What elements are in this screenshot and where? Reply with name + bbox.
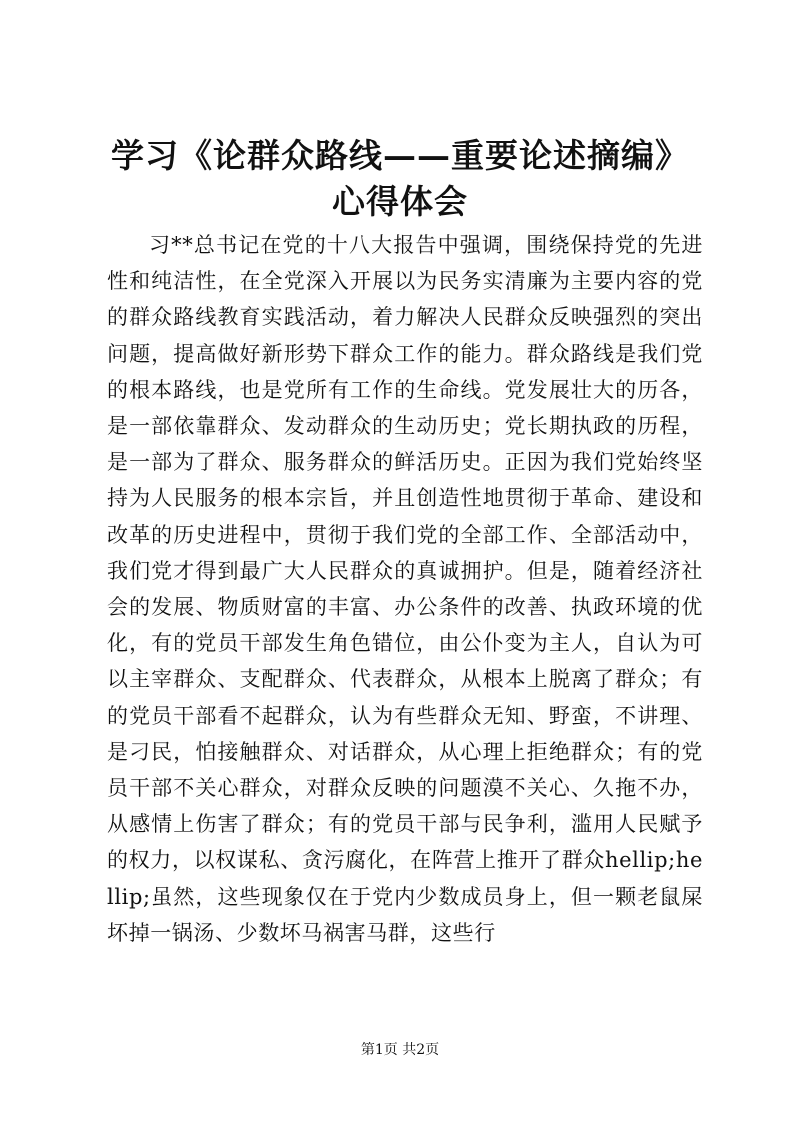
- document-title: 学习《论群众路线——重要论述摘编》心得体会: [111, 136, 689, 221]
- body-paragraph: 习**总书记在党的十八大报告中强调，围绕保持党的先进性和纯洁性，在全党深入开展以为民务实清廉为主要内容的党的群众路线教育实践活动，着力解决人民群众反映强烈的突出问题，提高做好新形势下群众工作的能力。群众路线是我们党的根本路线，也是党所有工作的生命线。党发展壮大的历各，是一部依靠群众、发动群众的生动历史；党长期执政的历程，是一部为了群众、服务群众的鲜活历史。正因为我们党始终坚持为人民服务的根本宗旨，并且创造性地贯彻于革命、建设和改革的历史进程中，贯彻于我们党的全部工作、全部活动中，我们党才得到最广大人民群众的真诚拥护。但是，随着经济社会的发展、物质财富的丰富、办公条件的改善、执政环境的优化，有的党员干部发生角色错位，由公仆变为主人，自认为可以主宰群众、支配群众、代表群众，从根本上脱离了群众；有的党员干部看不起群众，认为有些群众无知、野蛮，不讲理、是刁民，怕接触群众、对话群众，从心理上拒绝群众；有的党员干部不关心群众，对群众反映的问题漠不关心、久拖不办，从感情上伤害了群众；有的党员干部与民争利，滥用人民赋予的权力，以权谋私、贪污腐化，在阵营上推开了群众hellip;hellip;虽然，这些现象仅在于党内少数成员身上，但一颗老鼠屎坏掉一锅汤、少数坏马祸害马群，这些行: [107, 233, 703, 945]
- page-footer: 第1页 共2页: [360, 1042, 440, 1058]
